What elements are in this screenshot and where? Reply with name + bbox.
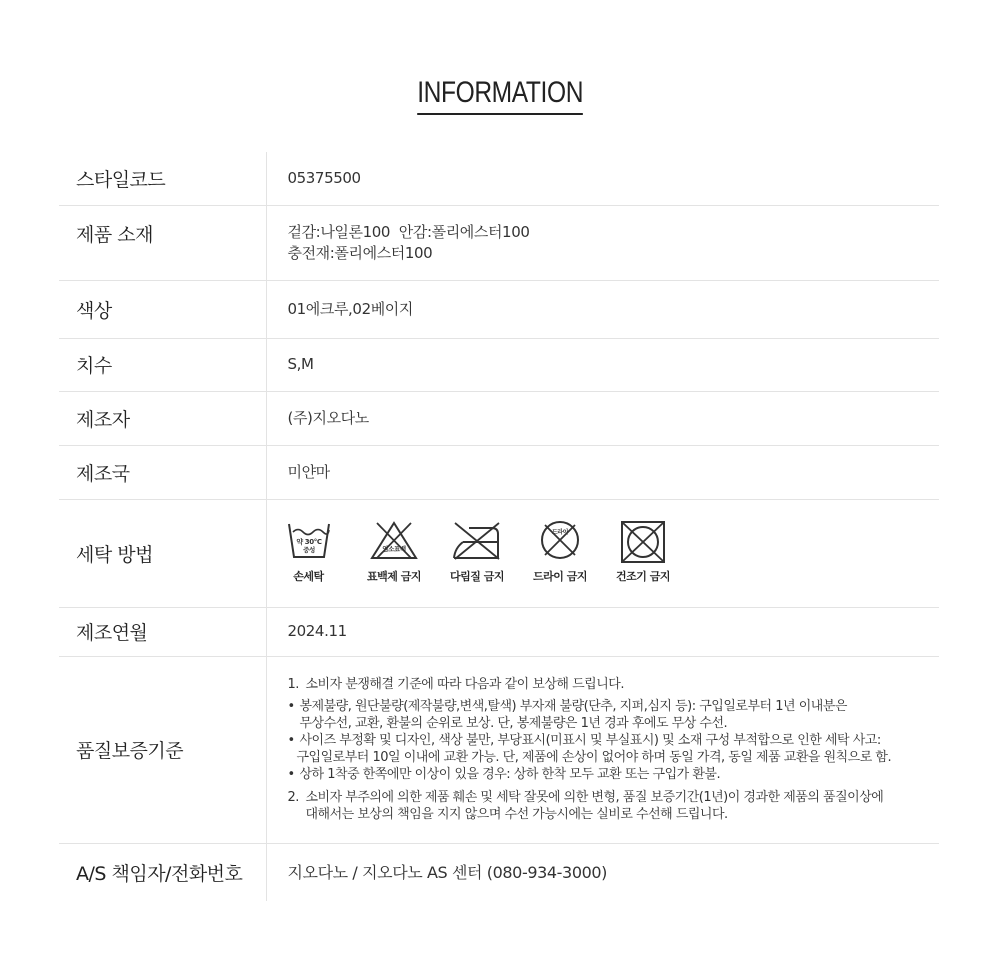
- quality-bullet-2: [288, 732, 940, 766]
- maker-label: 제조자: [59, 391, 266, 445]
- care-no-iron: [436, 520, 519, 587]
- country-value: 미얀마: [287, 462, 330, 481]
- no-iron-icon: [451, 520, 503, 560]
- hand-wash-mark-2: 중성: [302, 545, 315, 554]
- style-code-value: 05375500: [287, 168, 361, 187]
- as-value: 지오다노 / 지오다노 AS 센터 (080-934-3000): [287, 862, 608, 882]
- material-value: [266, 205, 939, 280]
- row-maker: [59, 391, 939, 445]
- hand-wash-icon: [288, 520, 330, 560]
- no-dry-clean-label: 드라이 금지: [533, 569, 587, 583]
- bullet-mark: •: [287, 699, 295, 714]
- no-bleach-label: 표백제 금지: [367, 569, 421, 583]
- no-iron-label: 다림질 금지: [450, 569, 504, 583]
- maker-value: (주)지오다노: [287, 408, 369, 427]
- date-value: 2024.11: [287, 622, 347, 640]
- row-color: [59, 280, 939, 338]
- row-style-code: [59, 152, 939, 205]
- material-line-1: 겉감:나일론100 안감:폴리에스터100: [287, 222, 530, 241]
- row-quality: [59, 656, 939, 843]
- color-value: 01에크루,02베이지: [287, 299, 413, 318]
- no-dry-clean-icon: [537, 520, 583, 560]
- care-no-bleach: [353, 520, 436, 587]
- quality-item-1: [288, 676, 940, 693]
- quality-item-2-line-2: 대해서는 보상의 책임을 지지 않으며 수선 가능시에는 실비로 수선해 드립니다.: [305, 807, 728, 822]
- title-wrap: [0, 74, 1000, 115]
- quality-item-1-text: 소비자 분쟁해결 기준에 따라 다음과 같이 보상해 드립니다.: [305, 677, 624, 692]
- hand-wash-mark-1: 약 30°C: [295, 537, 322, 546]
- row-washing: [59, 499, 939, 607]
- quality-bullet-2-line-2: 구입일로부터 10일 이내에 교환 가능. 단, 제품에 손상이 없어야 하며 동일 가격, 동일 제품 교환을 원칙으로 함.: [296, 750, 892, 765]
- row-material: [59, 205, 939, 280]
- quality-item-2-number: 2.: [287, 790, 299, 805]
- info-table: [59, 152, 939, 901]
- quality-bullet-2-line-1: 사이즈 부정확 및 디자인, 색상 불만, 부당표시(미표시 및 부실표시) 및 소재 구성 부적합으로 인한 세탁 사고:: [299, 733, 881, 748]
- care-no-tumble-dry: [602, 520, 685, 587]
- material-label: 제품 소재: [59, 205, 266, 280]
- row-size: [59, 338, 939, 391]
- color-label: 색상: [59, 280, 266, 338]
- size-label: 치수: [59, 338, 266, 391]
- care-hand-wash: [288, 520, 330, 587]
- page-title: INFORMATION: [417, 74, 583, 115]
- no-bleach-icon: [368, 520, 420, 560]
- no-tumble-dry-icon: [620, 520, 666, 564]
- quality-label: 품질보증기준: [59, 656, 266, 843]
- care-icons: [288, 520, 940, 587]
- material-line-2: 충전재:폴리에스터100: [287, 243, 433, 262]
- bullet-mark: •: [287, 767, 295, 782]
- country-label: 제조국: [59, 445, 266, 499]
- care-no-dry-clean: [519, 520, 602, 587]
- bullet-mark: •: [287, 733, 295, 748]
- quality-value: [266, 656, 939, 843]
- quality-bullet-1-line-2: 무상수선, 교환, 환불의 순위로 보상. 단, 봉제불량은 1년 경과 후에도 무상 수선.: [299, 716, 728, 731]
- no-tumble-dry-label: 건조기 금지: [616, 569, 670, 583]
- quality-text: [288, 676, 940, 823]
- quality-bullet-3-line-1: 상하 1착중 한쪽에만 이상이 있을 경우: 상하 한착 모두 교환 또는 구입가 환불.: [299, 767, 721, 782]
- washing-value: [266, 499, 939, 607]
- quality-bullet-1: [288, 698, 940, 732]
- quality-bullet-1-line-1: 봉제불량, 원단불량(제작불량,변색,탈색) 부자재 불량(단추, 지퍼,심지 등): 구입일로부터 1년 이내분은: [299, 699, 847, 714]
- as-label: A/S 책임자/전화번호: [59, 843, 266, 901]
- row-country: [59, 445, 939, 499]
- size-value: S,M: [287, 355, 314, 373]
- no-dry-clean-mark: 드라이: [551, 528, 569, 536]
- quality-item-2: [288, 789, 940, 823]
- no-bleach-mark: 염소표백: [382, 544, 406, 553]
- row-date: [59, 607, 939, 656]
- quality-bullet-3: [288, 766, 940, 783]
- quality-item-2-line-1: 소비자 부주의에 의한 제품 훼손 및 세탁 잘못에 의한 변형, 품질 보증기간(1년)이 경과한 제품의 품질이상에: [305, 790, 884, 805]
- washing-label: 세탁 방법: [59, 499, 266, 607]
- style-code-label: 스타일코드: [59, 152, 266, 205]
- hand-wash-label: 손세탁: [293, 569, 324, 583]
- quality-item-1-number: 1.: [287, 677, 299, 692]
- row-as: [59, 843, 939, 901]
- date-label: 제조연월: [59, 607, 266, 656]
